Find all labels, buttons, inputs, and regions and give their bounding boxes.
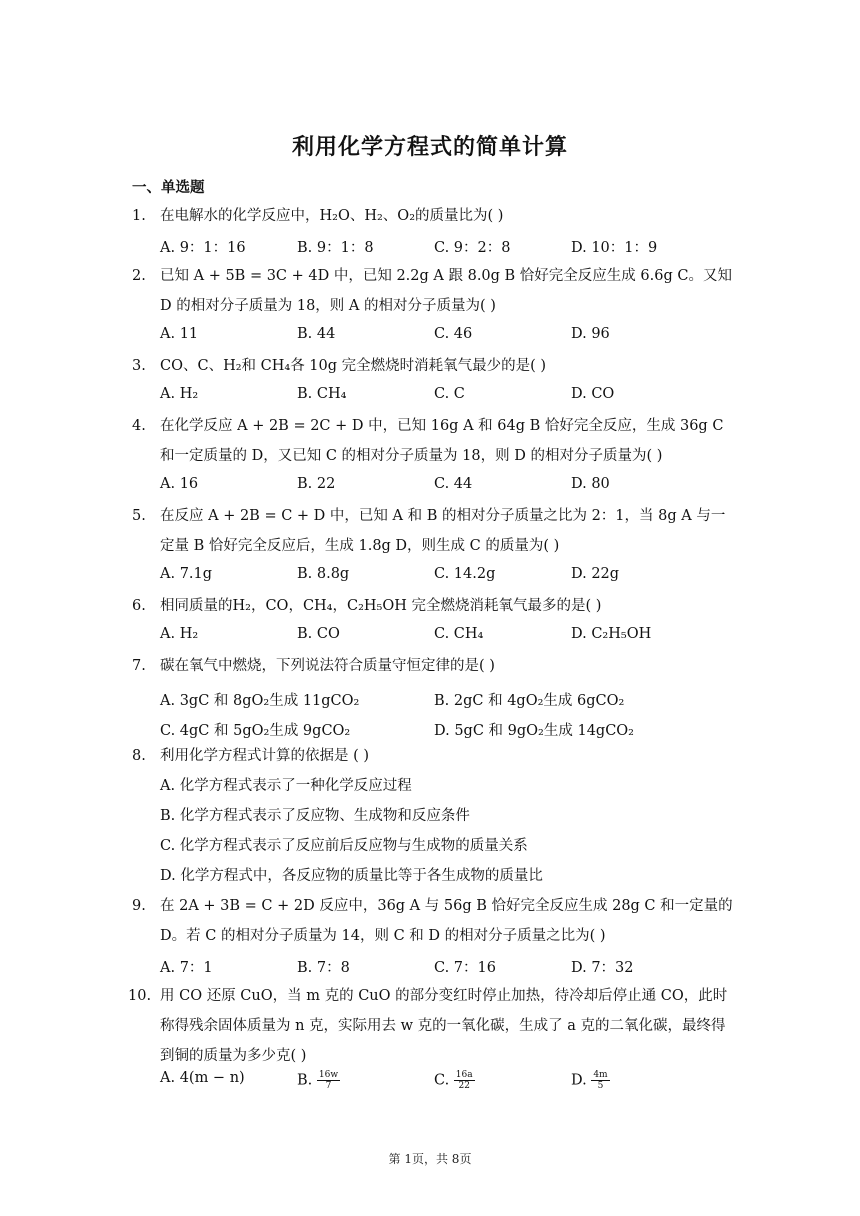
option-d[interactable]: D. 10：1：9: [571, 240, 658, 256]
question-text: 在反应 A + 2B = C + D 中，已知 A 和 B 的相对分子质量之比为 2：1，当 8g A 与一定量 B 恰好完全反应后，生成 1.8g D，则生成 C 的质量为( ): [160, 508, 726, 554]
option-d[interactable]: D. 22g: [571, 566, 620, 582]
option-b[interactable]: B. 7：8: [297, 960, 350, 976]
option-a[interactable]: A. 3gC 和 8gO₂生成 11gCO₂: [160, 693, 360, 709]
question-number: 2.: [132, 268, 146, 284]
option-b[interactable]: [297, 1070, 434, 1091]
option-b[interactable]: B. CO: [297, 626, 340, 642]
option-a[interactable]: A. H₂: [160, 386, 199, 402]
option-c[interactable]: C. CH₄: [434, 626, 484, 642]
option-c[interactable]: C. 46: [434, 326, 473, 342]
option-a[interactable]: A. 11: [160, 326, 199, 342]
option-d[interactable]: D. 7：32: [571, 960, 634, 976]
question-6-options: [160, 626, 740, 642]
option-c[interactable]: C. 7：16: [434, 960, 496, 976]
question-10-options: [160, 1070, 740, 1091]
question-text: 已知 A + 5B = 3C + 4D 中，已知 2.2g A 跟 8.0g B 恰好完全反应生成 6.6g C。又知 D 的相对分子质量为 18，则 A 的相对分子质量为( ): [160, 268, 732, 314]
option-d[interactable]: D. 5gC 和 9gO₂生成 14gCO₂: [434, 723, 634, 739]
option-c[interactable]: C. 化学方程式表示了反应前后反应物与生成物的质量关系: [160, 838, 528, 854]
option-b[interactable]: B. 9：1：8: [297, 240, 374, 256]
question-2: [132, 261, 736, 321]
question-5: [132, 501, 736, 561]
option-a[interactable]: A. 9：1：16: [160, 240, 246, 256]
question-6: [132, 591, 736, 621]
question-number: 9.: [132, 898, 146, 914]
option-b[interactable]: B. 化学方程式表示了反应物、生成物和反应条件: [160, 808, 470, 824]
fraction: [454, 1070, 475, 1091]
option-label: B.: [297, 1072, 317, 1089]
question-8: [132, 741, 736, 771]
question-number: 7.: [132, 658, 146, 674]
question-10: [128, 981, 736, 1071]
option-d[interactable]: D. C₂H₅OH: [571, 626, 652, 642]
question-1: [132, 201, 736, 231]
fraction-denominator: 7: [325, 1081, 332, 1091]
question-4: [132, 411, 736, 471]
question-number: 6.: [132, 598, 146, 614]
question-number: 8.: [132, 748, 146, 764]
option-label: C.: [434, 1072, 454, 1089]
option-b[interactable]: B. 2gC 和 4gO₂生成 6gCO₂: [434, 693, 625, 709]
question-number: 4.: [132, 418, 146, 434]
option-a[interactable]: A. 化学方程式表示了一种化学反应过程: [160, 778, 412, 794]
option-c[interactable]: C. C: [434, 386, 465, 402]
question-9-options: [160, 956, 740, 977]
question-text: 碳在氧气中燃烧，下列说法符合质量守恒定律的是( ): [160, 658, 495, 674]
question-text: 用 CO 还原 CuO，当 m 克的 CuO 的部分变红时停止加热，待冷却后停止通 CO，此时称得残余固体质量为 n 克，实际用去 w 克的一氧化碳，生成了 a 克的二氧化碳，最终得到铜的质量为多少克( ): [160, 988, 728, 1064]
option-d[interactable]: D. CO: [571, 386, 615, 402]
section-heading: 一、单选题: [132, 180, 205, 196]
question-text: 在 2A + 3B = C + 2D 反应中，36g A 与 56g B 恰好完全反应生成 28g C 和一定量的 D。若 C 的相对分子质量为 14，则 C 和 D 的相对分子质量之比为( ): [160, 898, 733, 944]
question-number: 5.: [132, 508, 146, 524]
question-text: CO、C、H₂和 CH₄各 10g 完全燃烧时消耗氧气最少的是( ): [160, 358, 547, 374]
fraction-numerator: 16w: [318, 1070, 339, 1080]
question-number: 3.: [132, 358, 146, 374]
option-b[interactable]: B. 8.8g: [297, 566, 350, 582]
option-a[interactable]: A. 16: [160, 476, 199, 492]
question-text: 相同质量的H₂，CO，CH₄，C₂H₅OH 完全燃烧消耗氧气最多的是( ): [160, 598, 602, 614]
option-b[interactable]: B. CH₄: [297, 386, 347, 402]
fraction: [591, 1070, 609, 1091]
question-text: 在化学反应 A + 2B = 2C + D 中，已知 16g A 和 64g B 恰好完全反应，生成 36g C 和一定质量的 D，又已知 C 的相对分子质量为 18，则 D 的相对分子质量为( ): [160, 418, 724, 464]
question-text: 在电解水的化学反应中，H₂O、H₂、O₂的质量比为( ): [160, 208, 504, 224]
question-4-options: [160, 476, 740, 492]
option-c[interactable]: C. 4gC 和 5gO₂生成 9gCO₂: [160, 723, 351, 739]
question-3: [132, 351, 736, 381]
fraction-numerator: 4m: [593, 1070, 608, 1080]
question-1-options: [160, 236, 740, 257]
option-label: D.: [571, 1072, 592, 1089]
option-a[interactable]: A. 7.1g: [160, 566, 213, 582]
question-2-options: [160, 326, 740, 342]
question-7: [132, 651, 736, 681]
question-3-options: [160, 386, 740, 402]
option-c[interactable]: [434, 1070, 571, 1091]
fraction-numerator: 16a: [455, 1070, 473, 1080]
option-a[interactable]: A. 7：1: [160, 960, 213, 976]
fraction-denominator: 22: [458, 1081, 470, 1091]
option-a[interactable]: A. 4(m − n): [160, 1070, 245, 1086]
question-number: 1.: [132, 208, 146, 224]
question-number: 10.: [128, 988, 152, 1004]
option-c[interactable]: C. 14.2g: [434, 566, 496, 582]
option-c[interactable]: C. 9：2：8: [434, 240, 511, 256]
option-d[interactable]: D. 80: [571, 476, 610, 492]
option-a[interactable]: A. H₂: [160, 626, 199, 642]
fraction: [317, 1070, 340, 1091]
question-5-options: [160, 566, 740, 582]
option-b[interactable]: B. 22: [297, 476, 336, 492]
question-8-options: [160, 771, 740, 891]
fraction-denominator: 5: [597, 1081, 604, 1091]
option-d[interactable]: [571, 1070, 708, 1091]
option-d[interactable]: D. 化学方程式中，各反应物的质量比等于各生成物的质量比: [160, 868, 543, 884]
question-7-options: [160, 686, 740, 746]
option-c[interactable]: C. 44: [434, 476, 473, 492]
question-text: 利用化学方程式计算的依据是 ( ): [160, 748, 370, 764]
question-9: [132, 891, 736, 951]
option-b[interactable]: B. 44: [297, 326, 336, 342]
page-footer: 第 1页，共 8页: [388, 1152, 472, 1166]
page-title: 利用化学方程式的简单计算: [291, 135, 568, 160]
option-d[interactable]: D. 96: [571, 326, 610, 342]
